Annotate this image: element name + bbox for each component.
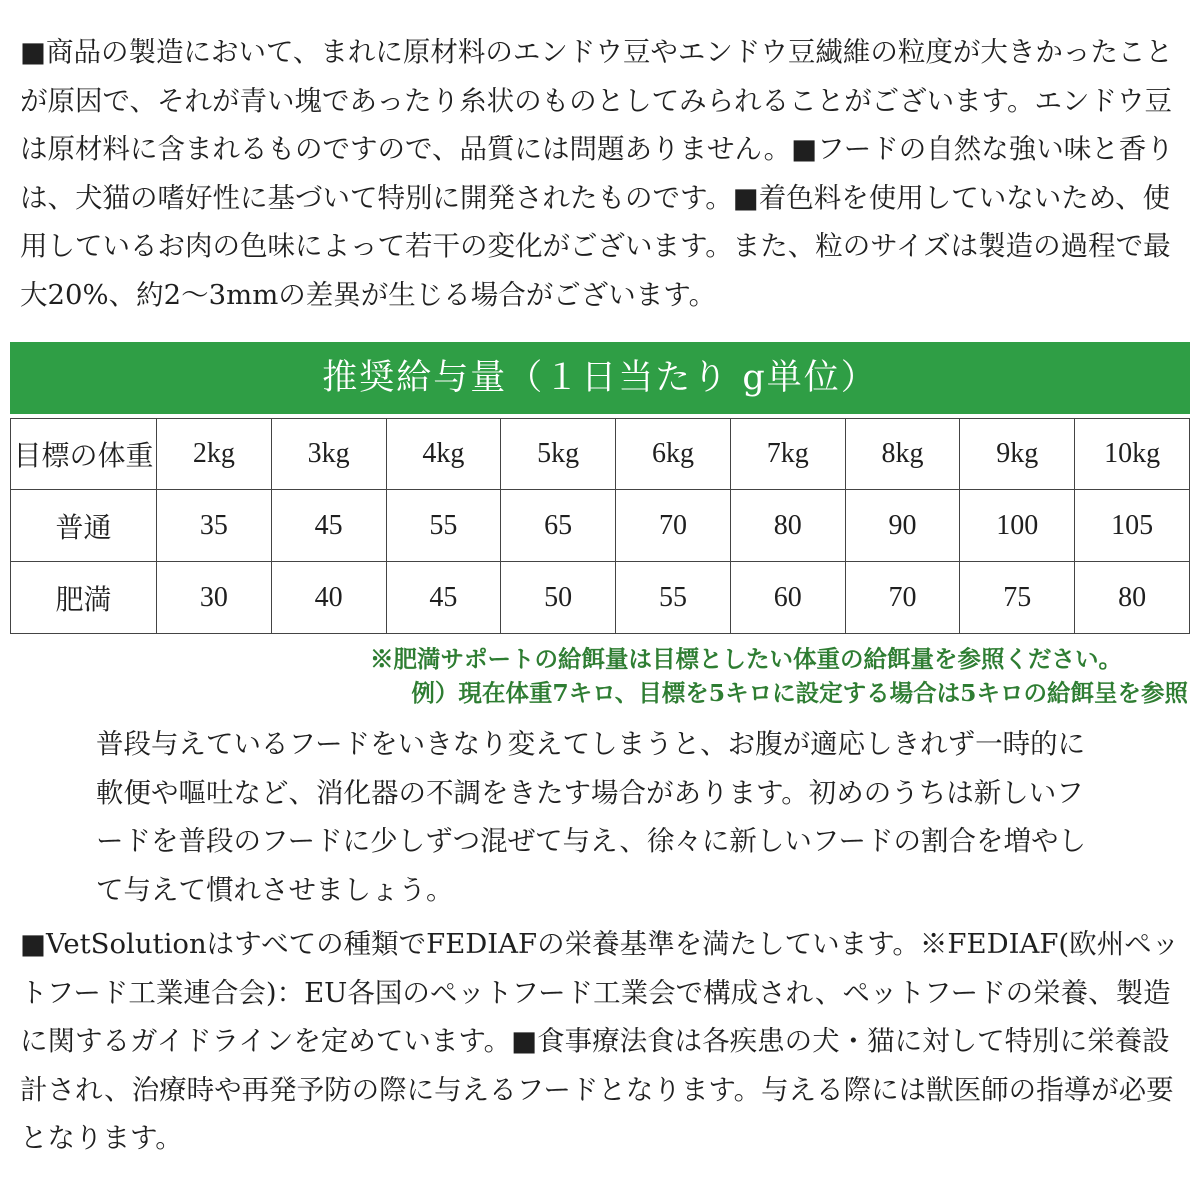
feeding-amount-banner: 推奨給与量（１日当たり g単位）: [10, 342, 1190, 414]
feeding-table: [10, 418, 1190, 634]
transition-advice-paragraph: 普段与えているフードをいきなり変えてしまうと、お腹が適応しきれず一時的に軟便や嘔吐など、消化器の不調をきたす場合があります。初めのうちは新しいフードを普段のフードに少しずつ混ぜて与え、徐々に新しいフードの割合を増やして与えて慣れさせましょう。: [96, 728, 1086, 906]
table-header-row: [11, 419, 1190, 490]
table-cell: 40: [271, 562, 386, 634]
fediaf-info-paragraph: ■VetSolutionはすべての種類でFEDIAFの栄養基準を満たしています。※FEDIAF(欧州ペットフード工業連合会)：EU各国のペットフード工業会で構成され、ペットフードの栄養、製造に関するガイドラインを定めています。■食事療法食は各疾患の犬・猫に対して特別に栄養設計され、治療時や再発予防の際に与えるフードとなります。与える際には獣医師の指導が必要となります。: [20, 928, 1180, 1155]
table-cell: 45: [386, 562, 501, 634]
row-label-normal: 普通: [11, 490, 157, 562]
obesity-support-note: ※肥満サポートの給餌量は目標としたい体重の給餌量を参照ください。: [370, 645, 1122, 673]
weight-header-cell: 8kg: [845, 419, 960, 490]
table-cell: 55: [386, 490, 501, 562]
table-cell: 45: [271, 490, 386, 562]
table-cell: 105: [1075, 490, 1190, 562]
table-cell: 70: [616, 490, 731, 562]
weight-header-cell: 4kg: [386, 419, 501, 490]
table-row-obese: [11, 562, 1190, 634]
table-cell: 80: [730, 490, 845, 562]
product-notes-paragraph: ■商品の製造において、まれに原材料のエンドウ豆やエンドウ豆繊維の粒度が大きかったことが原因で、それが青い塊であったり糸状のものとしてみられることがございます。エンドウ豆は原材料に含まれるものですので、品質には問題ありません。■フードの自然な強い味と香りは、犬猫の嗜好性に基づいて特別に開発されたものです。■着色料を使用していないため、使用しているお肉の色味によって若干の変化がございます。また、粒のサイズは製造の過程で最大20%、約2～3mmの差異が生じる場合がございます。: [20, 36, 1174, 311]
table-row-normal: [11, 490, 1190, 562]
table-cell: 65: [501, 490, 616, 562]
target-weight-header: 目標の体重: [11, 419, 157, 490]
table-cell: 90: [845, 490, 960, 562]
weight-header-cell: 6kg: [616, 419, 731, 490]
weight-header-cell: 3kg: [271, 419, 386, 490]
weight-header-cell: 5kg: [501, 419, 616, 490]
weight-header-cell: 9kg: [960, 419, 1075, 490]
row-label-obese: 肥満: [11, 562, 157, 634]
table-cell: 30: [157, 562, 272, 634]
table-cell: 60: [730, 562, 845, 634]
table-cell: 100: [960, 490, 1075, 562]
table-cell: 50: [501, 562, 616, 634]
table-cell: 80: [1075, 562, 1190, 634]
weight-header-cell: 2kg: [157, 419, 272, 490]
weight-header-cell: 7kg: [730, 419, 845, 490]
table-cell: 70: [845, 562, 960, 634]
example-note: 例）現在体重7キロ、目標を5キロに設定する場合は5キロの給餌呈を参照: [411, 679, 1188, 707]
table-cell: 75: [960, 562, 1075, 634]
table-cell: 35: [157, 490, 272, 562]
table-cell: 55: [616, 562, 731, 634]
weight-header-cell: 10kg: [1075, 419, 1190, 490]
